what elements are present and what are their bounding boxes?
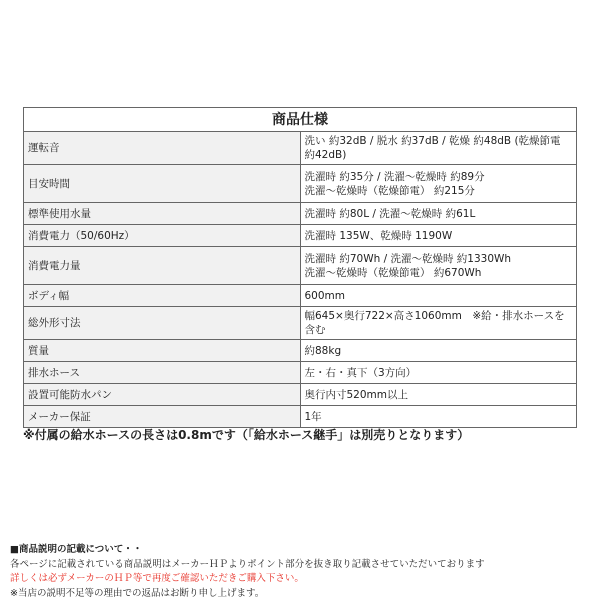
spec-row	[24, 384, 577, 406]
spec-value-line: 洗濯時 135W、乾燥時 1190W	[305, 229, 573, 243]
spec-value-line: 左・右・真下（3方向）	[305, 366, 573, 380]
spec-value	[300, 362, 577, 384]
hose-note: ※付属の給水ホースの長さは0.8mです（「給水ホース継手」は別売りとなります）	[23, 426, 583, 443]
spec-value-line: 1年	[305, 410, 573, 424]
spec-label: ボディ幅	[24, 285, 301, 307]
spec-row	[24, 225, 577, 247]
notice-line: 各ページに記載されている商品説明はメーカーＨＰよりポイント部分を抜き取り記載させていただいております	[10, 558, 595, 573]
spec-value	[300, 285, 577, 307]
spec-row	[24, 203, 577, 225]
spec-label: 消費電力（50/60Hz）	[24, 225, 301, 247]
spec-row	[24, 406, 577, 428]
spec-row	[24, 247, 577, 285]
spec-value-line: 洗濯時 約35分 / 洗濯〜乾燥時 約89分	[305, 170, 573, 184]
spec-label: 消費電力量	[24, 247, 301, 285]
spec-row	[24, 307, 577, 340]
spec-label: 設置可能防水パン	[24, 384, 301, 406]
spec-value	[300, 340, 577, 362]
spec-value-line: 洗濯〜乾燥時（乾燥節電） 約215分	[305, 184, 573, 198]
spec-label: 排水ホース	[24, 362, 301, 384]
spec-value	[300, 203, 577, 225]
spec-row	[24, 132, 577, 165]
spec-row	[24, 285, 577, 307]
notice-line: ※当店の説明不足等の理由での返品はお断り申し上げます。	[10, 587, 595, 601]
spec-value-line: 奥行内寸520mm以上	[305, 388, 573, 402]
notice-warning: 詳しくは必ずメーカーのＨＰ等で再度ご確認いただきご購入下さい。	[10, 572, 595, 587]
spec-value-line: 洗濯〜乾燥時（乾燥節電） 約670Wh	[305, 266, 573, 280]
spec-value	[300, 225, 577, 247]
spec-label: 運転音	[24, 132, 301, 165]
spec-value	[300, 384, 577, 406]
spec-value	[300, 165, 577, 203]
spec-row	[24, 165, 577, 203]
spec-value-line: 600mm	[305, 289, 573, 303]
spec-row	[24, 362, 577, 384]
spec-label: 総外形寸法	[24, 307, 301, 340]
notice-heading: ■商品説明の記載について・・	[10, 543, 595, 558]
spec-table	[23, 107, 577, 428]
spec-value-line: 幅645×奥行722×高さ1060mm ※給・排水ホースを含む	[305, 309, 573, 337]
spec-label: 目安時間	[24, 165, 301, 203]
spec-label: 標準使用水量	[24, 203, 301, 225]
spec-value	[300, 132, 577, 165]
spec-title: 商品仕様	[24, 108, 577, 132]
spec-row	[24, 340, 577, 362]
spec-title-row	[24, 108, 577, 132]
spec-value	[300, 406, 577, 428]
spec-value-line: 洗濯時 約70Wh / 洗濯〜乾燥時 約1330Wh	[305, 252, 573, 266]
spec-value-line: 洗濯時 約80L / 洗濯〜乾燥時 約61L	[305, 207, 573, 221]
spec-value	[300, 247, 577, 285]
spec-value-line: 約88kg	[305, 344, 573, 358]
spec-label: 質量	[24, 340, 301, 362]
spec-value-line: 洗い 約32dB / 脱水 約37dB / 乾燥 約48dB (乾燥節電 約42dB)	[305, 134, 573, 162]
spec-value	[300, 307, 577, 340]
description-notice	[10, 543, 595, 601]
spec-label: メーカー保証	[24, 406, 301, 428]
